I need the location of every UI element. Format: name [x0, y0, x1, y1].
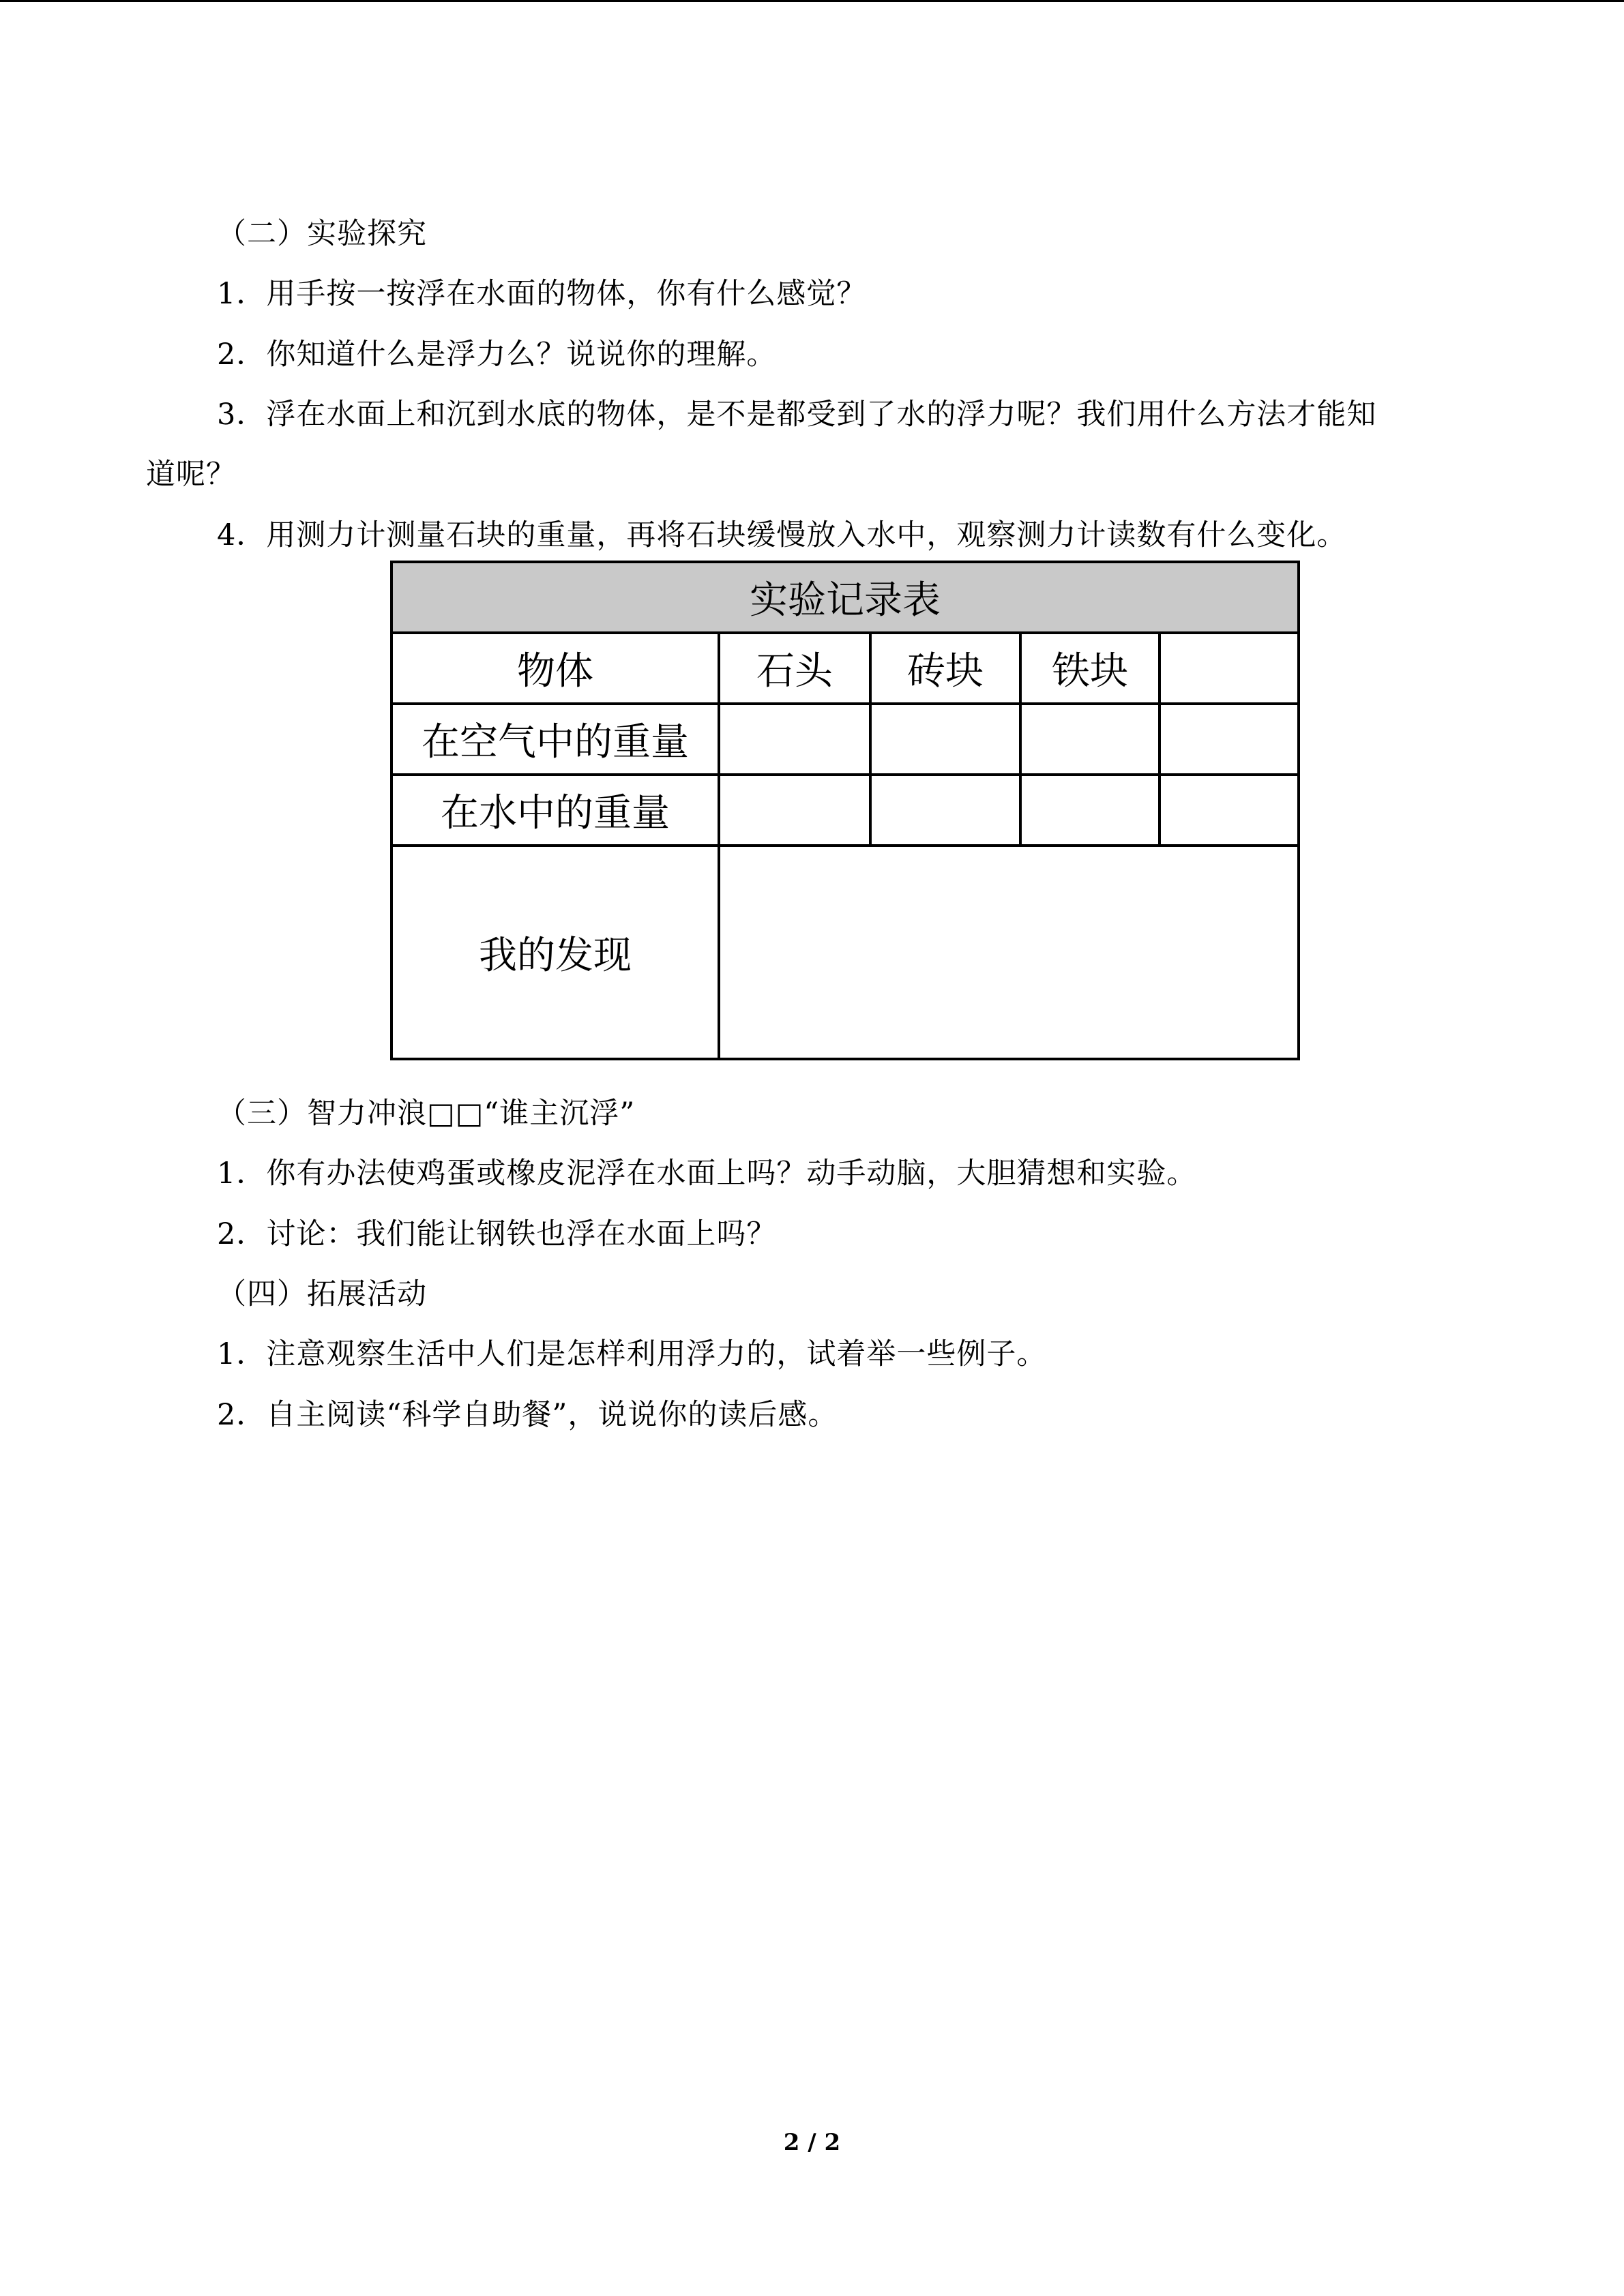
column-header-brick: 砖块	[870, 633, 1020, 704]
table-cell	[870, 775, 1020, 846]
row-label-my-finding: 我的发现	[392, 846, 719, 1059]
table-row	[392, 704, 1299, 775]
table-cell	[719, 704, 870, 775]
section-3-heading: （三）智力冲浪□□“谁主沉浮”	[217, 1097, 636, 1131]
table-header-row	[392, 633, 1299, 704]
section-2-question-2: 2．你知道什么是浮力么？说说你的理解。	[217, 338, 777, 372]
top-border-rule	[0, 0, 1624, 2]
experiment-record-table	[390, 561, 1300, 1060]
column-header-blank	[1160, 633, 1299, 704]
section-2-question-3-line-1: 3．浮在水面上和沉到水底的物体，是不是都受到了水的浮力呢？我们用什么方法才能知	[217, 398, 1377, 432]
table-cell	[1160, 704, 1299, 775]
column-header-object: 物体	[392, 633, 719, 704]
row-label-weight-in-air: 在空气中的重量	[392, 704, 719, 775]
row-label-weight-in-water: 在水中的重量	[392, 775, 719, 846]
section-2-heading: （二）实验探究	[217, 217, 427, 251]
section-2-question-4: 4．用测力计测量石块的重量，再将石块缓慢放入水中，观察测力计读数有什么变化。	[217, 518, 1347, 552]
section-4-question-1: 1．注意观察生活中人们是怎样利用浮力的，试着举一些例子。	[217, 1337, 1047, 1371]
column-header-stone: 石头	[719, 633, 870, 704]
section-4-question-2: 2．自主阅读“科学自助餐”，说说你的读后感。	[217, 1398, 838, 1432]
section-3-question-1: 1．你有办法使鸡蛋或橡皮泥浮在水面上吗？动手动脑，大胆猜想和实验。	[217, 1157, 1197, 1191]
section-2-question-3-line-2: 道呢？	[146, 458, 236, 492]
table-cell	[1020, 775, 1160, 846]
section-4-heading: （四）拓展活动	[217, 1277, 427, 1311]
table-title: 实验记录表	[392, 562, 1299, 633]
table-cell	[870, 704, 1020, 775]
column-header-iron: 铁块	[1020, 633, 1160, 704]
finding-row	[392, 846, 1299, 1059]
section-3-question-2: 2．讨论：我们能让钢铁也浮在水面上吗？	[217, 1217, 777, 1251]
table-row	[392, 775, 1299, 846]
table-cell	[1160, 775, 1299, 846]
table-cell	[719, 775, 870, 846]
section-2-question-1: 1．用手按一按浮在水面的物体，你有什么感觉？	[217, 277, 867, 311]
table-cell	[1020, 704, 1160, 775]
finding-answer-cell	[719, 846, 1299, 1059]
page-number: 2 / 2	[783, 2129, 841, 2156]
